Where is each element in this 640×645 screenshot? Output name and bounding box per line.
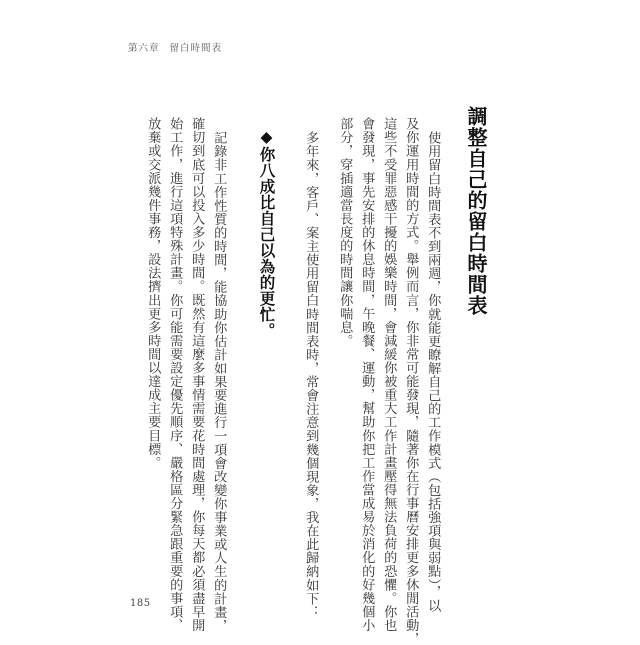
paragraph-2-line-1: 多年來，客戶、案主使用留白時間表時，常會注意到幾個現象，我在此歸納如下： [303,131,319,619]
chapter-label: 第六章 [128,43,160,54]
paragraph-1-line-4: 會發現，事先安排的休息時間，午晚餐、運動，幫助你把工作當成易於消化的好幾個小 [359,117,375,632]
paragraph-1-line-3: 這些不受罪惡感干擾的娛樂時間，會減緩你被重大工作計畫壓得無法負荷的恐懼。你也 [381,117,397,632]
paragraph-3-line-4: 放棄或交派幾件事務，設法擠出更多時間以達成主要目標。 [145,117,161,470]
chapter-title: 留白時間表 [169,43,223,54]
section-heading: 調整自己的留白時間表 [464,106,488,316]
paragraph-3-line-3: 始工作，進行這項特殊計畫。你可能需要設定優先順序、嚴格區分緊急跟重要的事項、 [167,117,183,632]
subheading-text: 你八成比自己以為的更忙。 [257,146,276,339]
running-header [128,40,222,54]
diamond-bullet-icon: ◆ [257,128,276,147]
paragraph-3-line-2: 確切到底可以投入多少時間。既然有這麼多事情需要花時間處理，你每天都必須盡早開 [189,117,205,632]
paragraph-1-line-1: 使用留白時間表不到兩週，你就能更瞭解自己的工作模式（包括強項與弱點），以 [425,131,441,613]
paragraph-3-line-1: 記錄非工作性質的時間，能協助你估計如果要進行一項會改變你事業或人生的計畫， [211,131,227,633]
subheading [258,128,274,339]
paragraph-1-line-5: 部分，穿插適當長度的時間讓你喘息。 [337,117,353,348]
page-number: 185 [130,598,151,609]
paragraph-1-line-2: 及你運用時間的方式。舉例而言，你非常可能發現，隨著你在行事曆安排更多休閒活動， [403,117,419,645]
